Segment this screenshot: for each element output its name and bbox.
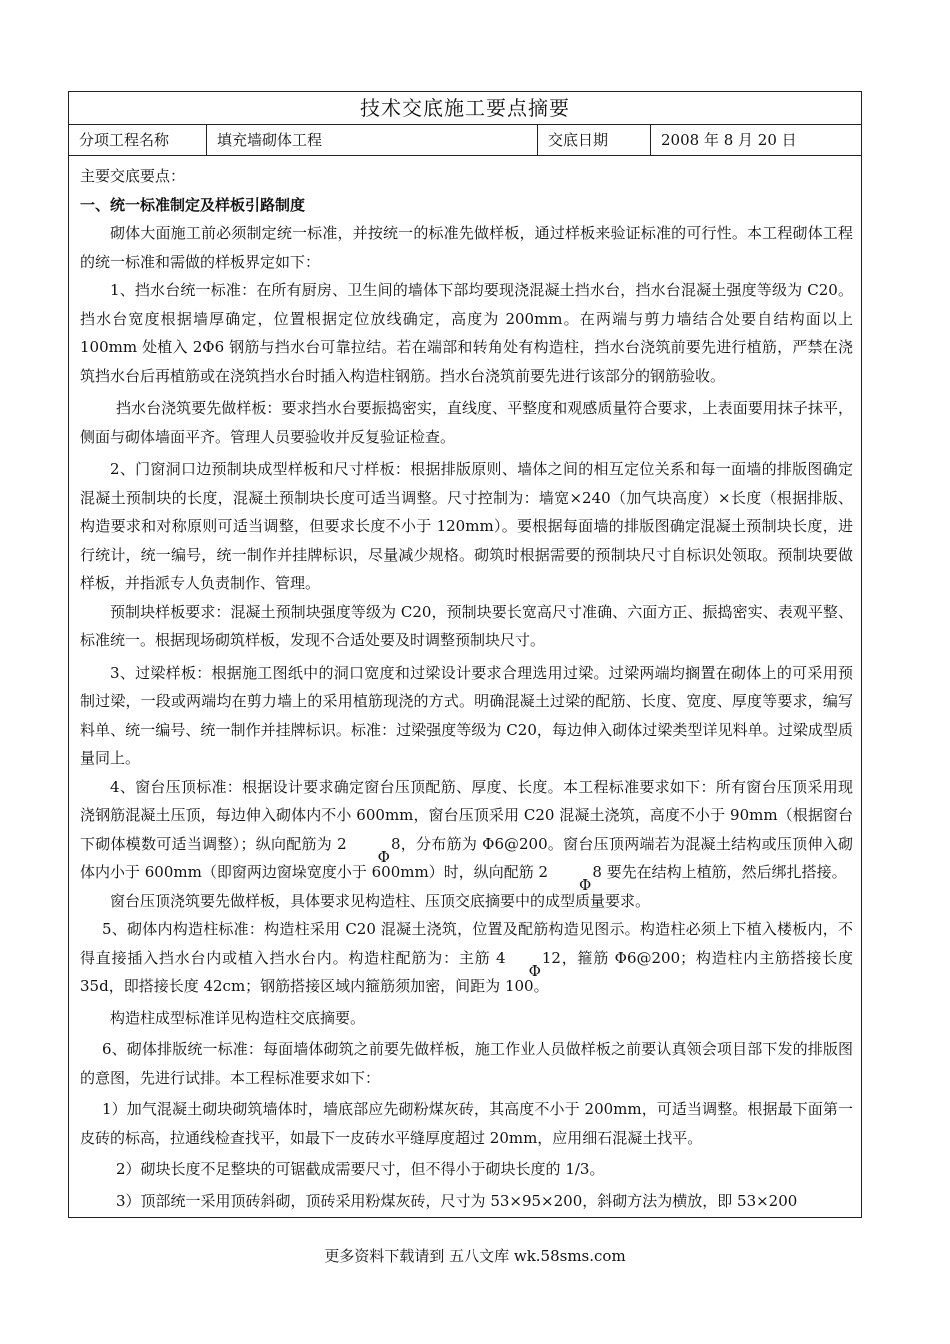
date-value: 2008 年 8 月 20 日 — [661, 131, 797, 149]
paragraph-6-2: 2）砌块长度不足整块的可锯截成需要尺寸，但不得小于砌块长度的 1/3。 — [116, 1160, 605, 1178]
footer-link-text: 更多资料下载请到 五八文库 wk.58sms.com — [324, 1247, 626, 1265]
paragraph-4b: 窗台压顶浇筑要先做样板，具体要求见构造柱、压顶交底摘要中的成型质量要求。 — [110, 891, 651, 910]
paragraph-6-1: 1）加气混凝土砌块砌筑墙体时，墙底部应先砌粉煤灰砖，其高度不小于 200mm，可适当调整。根据最下面第一皮砖的标高，拉通线检查找平，如最下一皮砖水平缝厚度超过 20mm，应用细石混凝土找平。 — [80, 1100, 853, 1147]
main-points-label: 主要交底要点： — [80, 167, 186, 185]
p5-head: 5、砌体内构造柱标准：构造柱采用 C20 混凝土浇筑，位置及配筋构造见图示。构造柱必须上下植入楼板内，不得直接插入挡水台内或植入挡水台内。构造柱配筋为：主筋 4 — [80, 920, 853, 967]
paragraph-4 — [80, 773, 853, 894]
paragraph-5 — [80, 915, 853, 1001]
paragraph-1: 1、挡水台统一标准：在所有厨房、卫生间的墙体下部均要现浇混凝土挡水台，挡水台混凝土强度等级为 C20。挡水台宽度根据墙厚确定，位置根据定位放线确定，高度为 200mm。在两端与剪力墙结合处要自结构面以上 100mm 处植入 2Φ6 钢筋与挡水台可靠拉结。若在端部和转角处有构造柱，挡水台浇筑前要先进行植筋，严禁在浇筑挡水台后再植筋或在浇筑挡水台时插入构造柱钢筋。挡水台浇筑前要先进行该部分的钢筋验收。 — [80, 281, 853, 385]
date-label: 交底日期 — [538, 125, 651, 155]
paragraph-6-3: 3）顶部统一采用顶砖斜砌，顶砖采用粉煤灰砖，尺寸为 53×95×200，斜砌方法为横放，即 53×200 — [116, 1191, 798, 1210]
document-title: 技术交底施工要点摘要 — [69, 92, 861, 125]
paragraph-intro: 砌体大面施工前必须制定统一标准，并按统一的标准先做样板，通过样板来验证标准的可行性。本工程砌体工程的统一标准和需做的样板界定如下： — [80, 224, 853, 271]
rebar-symbol: Φ — [377, 847, 390, 866]
p4-mid: 8，分布筋为 Φ6@200。窗台压顶两端若为混凝土结构或压顶伸入砌体内小于 600mm（即窗两边窗垛宽度小于 600mm）时，纵向配筋 2 — [80, 834, 853, 881]
rebar-symbol: Φ — [528, 961, 541, 980]
document-sheet — [68, 91, 862, 1218]
project-name-label: 分项工程名称 — [69, 125, 207, 155]
paragraph-3: 3、过梁样板：根据施工图纸中的洞口宽度和过梁设计要求合理选用过梁。过梁两端均搁置在砌体上的可采用预制过梁，一段或两端均在剪力墙上的采用植筋现浇的方式。明确混凝土过梁的配筋、长度、宽度、厚度等要求，编写料单、统一编号、统一制作并挂牌标识。标准：过梁强度等级为 C20，每边伸入砌体过梁类型详见料单。过梁成型质量同上。 — [80, 663, 853, 767]
paragraph-1b: 挡水台浇筑要先做样板：要求挡水台要振捣密实，直线度、平整度和观感质量符合要求，上表面要用抹子抹平，侧面与砌体墙面平齐。管理人员要验收并反复验证检查。 — [80, 399, 853, 446]
paragraph-2b: 预制块样板要求：混凝土预制块强度等级为 C20，预制块要长宽高尺寸准确、六面方正、振捣密实、表观平整、标准统一。根据现场砌筑样板，发现不合适处要及时调整预制块尺寸。 — [80, 602, 853, 649]
paragraph-5b: 构造柱成型标准详见构造柱交底摘要。 — [110, 1008, 366, 1027]
p5-tail: 12，箍筋 Φ6@200；构造柱内主筋搭接长度 35d，即搭接长度 42cm；钢筋搭接区域内箍筋须加密，间距为 100。 — [80, 948, 853, 995]
project-name-value: 填充墙砌体工程 — [207, 125, 538, 155]
header-row — [69, 125, 861, 156]
p4-tail: 8 要先在结构上植筋，然后绑扎搭接。 — [592, 863, 847, 881]
rebar-symbol: Φ — [579, 876, 592, 894]
p4-head: 4、窗台压顶标准：根据设计要求确定窗台压顶配筋、厚度、长度。本工程标准要求如下：所有窗台压顶采用现浇钢筋混凝土压顶，每边伸入砌体内不小 600mm，窗台压顶采用 C20 混凝土浇筑，高度不小于 90mm（根据窗台下砌体模数可适当调整）；纵向配筋为 2 — [80, 777, 853, 853]
paragraph-2: 2、门窗洞口边预制块成型样板和尺寸样板：根据排版原则、墙体之间的相互定位关系和每一面墙的排版图确定混凝土预制块的长度，混凝土预制块长度可适当调整。尺寸控制为：墙宽×240（加气块高度）×长度（根据排版、构造要求和对称原则可适当调整，但要求长度不小于 120mm）。要根据每面墙的排版图确定混凝土预制块长度，进行统计，统一编号，统一制作并挂牌标识，尽量减少规格。砌筑时根据需要的预制块尺寸自标识处领取。预制块要做样板，并指派专人负责制作、管理。 — [80, 460, 853, 592]
paragraph-6: 6、砌体排版统一标准：每面墙体砌筑之前要先做样板，施工作业人员做样板之前要认真领会项目部下发的排版图的意图，先进行试排。本工程标准要求如下： — [80, 1040, 853, 1087]
content-area — [69, 156, 861, 1215]
section-1-title: 一、统一标准制定及样板引路制度 — [80, 195, 306, 214]
